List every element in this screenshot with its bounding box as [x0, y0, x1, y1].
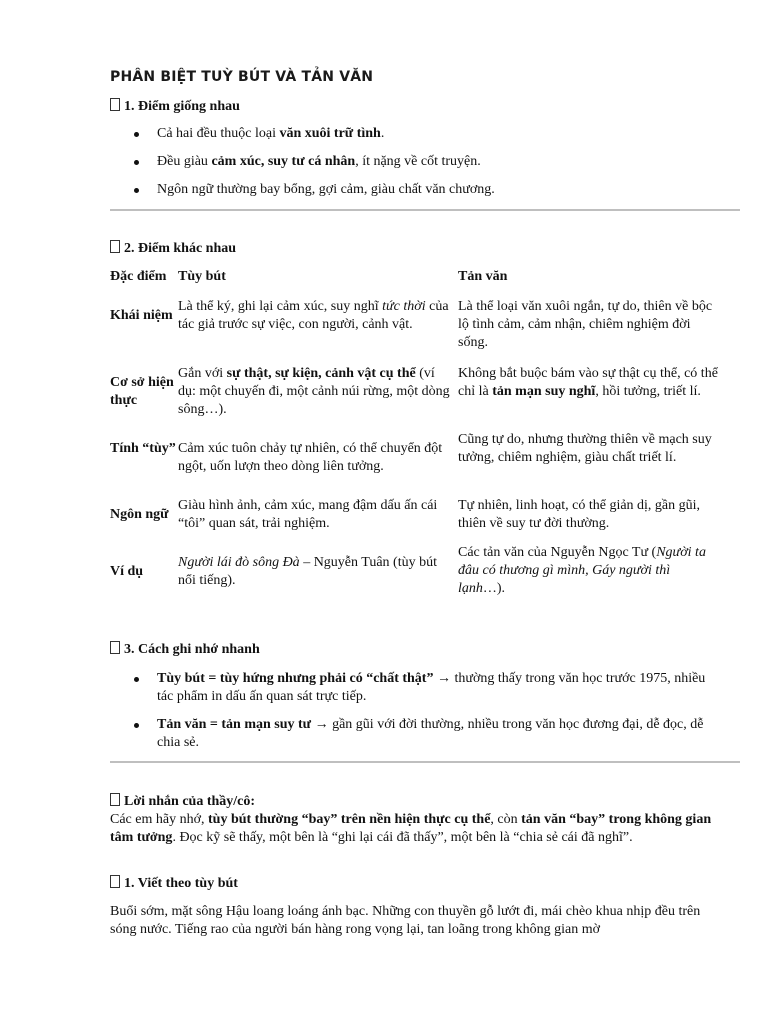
list-item: Ngôn ngữ thường bay bổng, gợi cảm, giàu chất văn chương. — [110, 181, 720, 199]
table-cell: Không bắt buộc bám vào sự thật cụ thể, có thể chỉ là tản mạn suy nghĩ, hồi tưởng, triết lí. — [458, 366, 718, 399]
checkbox-icon — [110, 240, 120, 253]
table-cell: Cũng tự do, nhưng thường thiên về mạch suy tưởng, chiêm nghiệm, giàu chất triết lí. — [458, 432, 712, 465]
table-cell: Các tản văn của Nguyễn Ngọc Tư (Người ta đâu có thương gì mình, Gáy người thì lạnh…). — [458, 545, 706, 596]
list-item: Cả hai đều thuộc loại văn xuôi trữ tình. — [110, 125, 720, 143]
row-label: Ngôn ngữ — [110, 507, 169, 522]
section-2-heading: 2. Điểm khác nhau — [110, 240, 236, 258]
table-cell: Là thể ký, ghi lại cảm xúc, suy nghĩ tức thời của tác giả trước sự việc, con người, cảnh vật. — [178, 299, 449, 332]
note-heading: Lời nhắn của thầy/cô: — [110, 793, 255, 811]
checkbox-icon — [110, 793, 120, 806]
exercise-paragraph: Buổi sớm, mặt sông Hậu loang loáng ánh bạc. Những con thuyền gỗ lướt đi, mái chèo khua nhịp đều trên sóng nước. Tiếng rao của người bán hàng rong vọng lại, tan loãng trong không gian mờ — [110, 904, 701, 937]
memory-tips-list — [110, 670, 720, 752]
section-1-heading: 1. Điểm giống nhau — [110, 98, 240, 116]
row-label: Ví dụ — [110, 564, 144, 579]
column-header: Tản văn — [458, 269, 508, 284]
note-paragraph: Các em hãy nhớ, tùy bút thường “bay” trên nền hiện thực cụ thể, còn tản văn “bay” trong không gian tâm tưởng. Đọc kỹ sẽ thấy, một bên là “ghi lại cái đã thấy”, một bên là “chia sẻ cái đã nghĩ”. — [110, 812, 712, 845]
exercise-heading: 1. Viết theo tùy bút — [110, 875, 238, 893]
table-cell: Người lái đò sông Đà – Nguyễn Tuân (tùy bút nổi tiếng). — [178, 555, 437, 588]
divider — [110, 209, 740, 211]
row-label: Tính “tùy” — [110, 441, 176, 456]
page-title: PHÂN BIỆT TUỲ BÚT VÀ TẢN VĂN — [110, 69, 374, 85]
section-3-heading: 3. Cách ghi nhớ nhanh — [110, 641, 260, 659]
list-item: Tùy bút = tùy hứng nhưng phải có “chất thật” → thường thấy trong văn học trước 1975, nhiều tác phẩm in dấu ấn quan sát trực tiếp. — [110, 670, 720, 706]
divider — [110, 761, 740, 763]
arrow-icon: → — [436, 671, 451, 686]
list-item: Đều giàu cảm xúc, suy tư cá nhân, ít nặng về cốt truyện. — [110, 153, 720, 171]
column-header: Đặc điểm — [110, 269, 167, 284]
checkbox-icon — [110, 875, 120, 888]
checkbox-icon — [110, 98, 120, 111]
table-cell: Giàu hình ảnh, cảm xúc, mang đậm dấu ấn cái “tôi” quan sát, trải nghiệm. — [178, 498, 438, 531]
column-header: Tùy bút — [178, 269, 226, 284]
checkbox-icon — [110, 641, 120, 654]
table-cell: Gắn với sự thật, sự kiện, cảnh vật cụ thể (ví dụ: một chuyến đi, một cảnh núi rừng, một dòng sông…). — [178, 366, 450, 417]
list-item: Tản văn = tản mạn suy tư → gần gũi với đời thường, nhiều trong văn học đương đại, dễ đọc, dễ chia sẻ. — [110, 716, 720, 752]
table-cell: Tự nhiên, linh hoạt, có thể giản dị, gần gũi, thiên về suy tư đời thường. — [458, 498, 701, 531]
similarities-list — [110, 125, 720, 199]
table-cell: Là thể loại văn xuôi ngắn, tự do, thiên về bộc lộ tình cảm, cảm nhận, chiêm nghiệm đời sống. — [458, 299, 713, 350]
arrow-icon: → — [314, 717, 329, 732]
table-cell: Cảm xúc tuôn chảy tự nhiên, có thể chuyển đột ngột, uốn lượn theo dòng liên tưởng. — [178, 441, 443, 474]
row-label: Cơ sở hiện thực — [110, 375, 174, 408]
row-label: Khái niệm — [110, 308, 173, 323]
